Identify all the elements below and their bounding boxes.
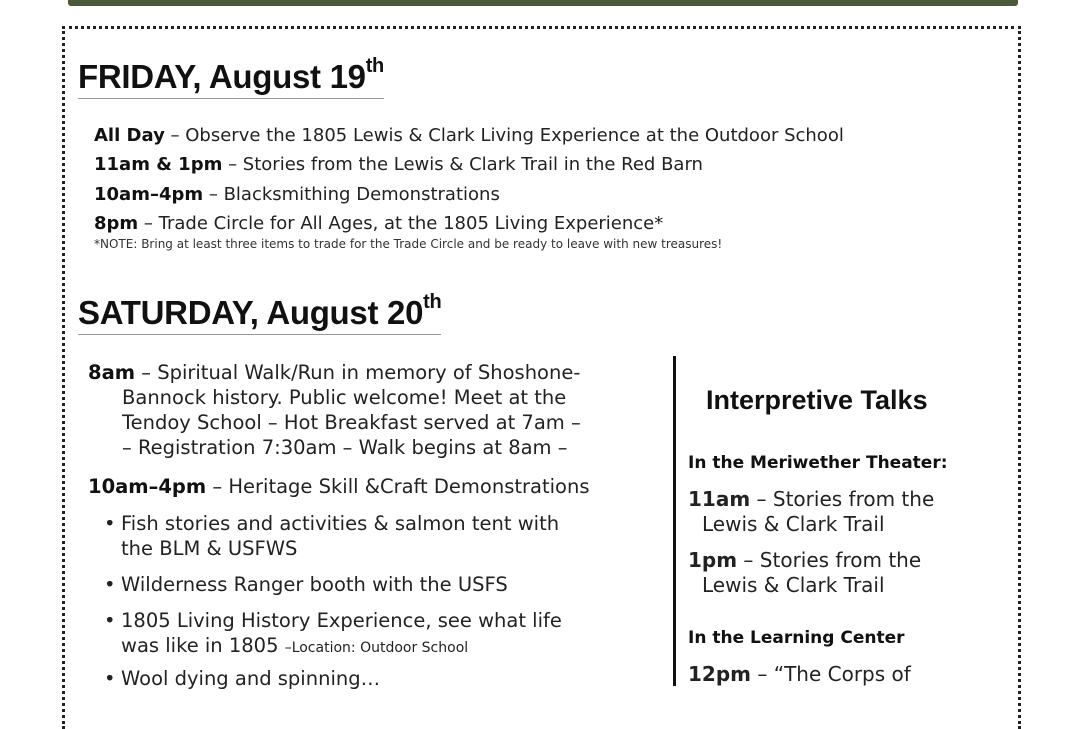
spiritual-walk-item: 8am – Spiritual Walk/Run in memory of Shoshone- Bannock history. Public welcome! Meet at the Tendoy School – Hot Breakfast served at 7am – – Registration 7:30am – Walk begins at 8am –: [88, 361, 581, 459]
interpretive-talks-title: Interpretive Talks: [706, 385, 928, 415]
talk-item: 11am – Stories from the Lewis & Clark Trail: [688, 487, 935, 536]
talk-item: 12pm – “The Corps of: [688, 662, 911, 686]
column-divider: [673, 356, 676, 686]
friday-item: 8pm – Trade Circle for All Ages, at the 1805 Living Experience*: [94, 213, 664, 234]
heritage-demos-item: 10am–4pm – Heritage Skill &Craft Demonstrations: [88, 475, 590, 498]
bullet-icon: •: [104, 573, 116, 596]
friday-item: All Day – Observe the 1805 Lewis & Clark Living Experience at the Outdoor School: [94, 125, 844, 146]
friday-heading: FRIDAY, August 19th: [78, 58, 384, 99]
friday-item: 10am–4pm – Blacksmithing Demonstrations: [94, 184, 500, 205]
venue-learning-center: In the Learning Center: [688, 628, 905, 648]
venue-meriwether-theater: In the Meriwether Theater:: [688, 453, 948, 473]
saturday-heading: SATURDAY, August 20th: [78, 294, 441, 335]
bullet-icon: •: [104, 667, 116, 690]
top-banner-bar: [68, 0, 1018, 6]
bullet-icon: •: [104, 512, 116, 535]
friday-item: 11am & 1pm – Stories from the Lewis & Clark Trail in the Red Barn: [94, 154, 703, 175]
talk-item: 1pm – Stories from the Lewis & Clark Trail: [688, 548, 922, 597]
bullet-icon: •: [104, 609, 116, 632]
trade-circle-note: *NOTE: Bring at least three items to trade for the Trade Circle and be ready to leave with new treasures!: [94, 237, 723, 251]
